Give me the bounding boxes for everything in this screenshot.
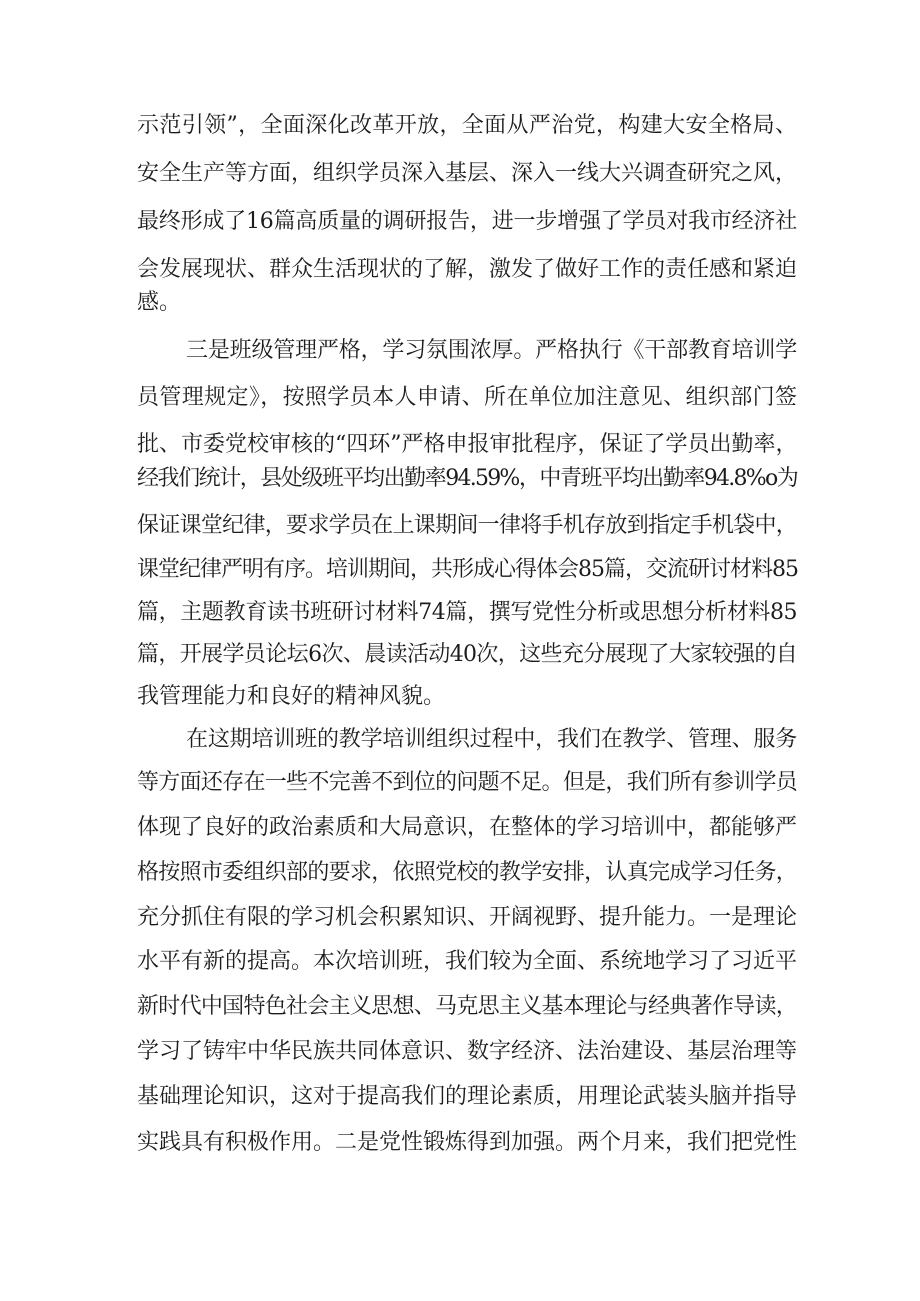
text-line: 体现了良好的政治素质和大局意识，在整体的学习培训中，都能够严: [137, 815, 798, 840]
text-line: 经我们统计，县处级班平均出勤率94.59%，中青班平均出勤率94.8%o为: [137, 466, 797, 491]
text-line: 示范引领”，全面深化改革开放，全面从严治党，构建大安全格局、: [137, 113, 797, 138]
text-line: 课堂纪律严明有序。培训期间，共形成心得体会85篇，交流研讨材料85: [137, 557, 798, 582]
text-line: 员管理规定》，按照学员本人申请、所在单位加注意见、组织部门签: [137, 385, 797, 410]
text-line: 格按照市委组织部的要求，依照党校的教学安排，认真完成学习任务，: [137, 860, 797, 885]
text-line: 批、市委党校审核的“四环”严格申报审批程序，保证了学员出勤率，: [137, 432, 798, 457]
text-line: 实践具有积极作用。二是党性锻炼得到加强。两个月来，我们把党性: [137, 1130, 798, 1155]
paragraph-first-line: 三是班级管理严格，学习氛围浓厚。严格执行《干部教育培训学: [186, 338, 797, 363]
text-line: 基础理论知识，这对于提高我们的理论素质，用理论武装头脑并指导: [137, 1084, 798, 1109]
text-line: 学习了铸牢中华民族共同体意识、数字经济、法治建设、基层治理等: [137, 1039, 798, 1064]
text-line: 等方面还存在一些不完善不到位的问题不足。但是，我们所有参训学员: [137, 770, 797, 795]
text-line: 篇，主题教育读书班研讨材料74篇，撰写党性分析或思想分析材料85: [137, 600, 797, 625]
text-line: 最终形成了16篇高质量的调研报告，进一步增强了学员对我市经济社: [137, 209, 797, 234]
text-line: 水平有新的提高。本次培训班，我们较为全面、系统地学习了习近平: [137, 949, 798, 974]
text-line: 充分抓住有限的学习机会积累知识、开阔视野、提升能力。一是理论: [137, 905, 798, 930]
paragraph-first-line: 在这期培训班的教学培训组织过程中，我们在教学、管理、服务: [186, 727, 797, 752]
text-line: 安全生产等方面，组织学员深入基层、深入一线大兴调查研究之风，: [137, 161, 798, 186]
text-line: 我管理能力和良好的精神风貌。: [137, 684, 446, 709]
text-line: 新时代中国特色社会主义思想、马克思主义基本理论与经典著作导读，: [137, 994, 797, 1019]
text-line: 篇，开展学员论坛6次、晨读活动40次，这些充分展现了大家较强的自: [137, 642, 797, 667]
text-line: 感。: [137, 290, 182, 315]
text-line: 会发展现状、群众生活现状的了解，激发了做好工作的责任感和紧迫: [137, 257, 798, 282]
text-line: 保证课堂纪律，要求学员在上课期间一律将手机存放到指定手机袋中，: [137, 513, 797, 538]
